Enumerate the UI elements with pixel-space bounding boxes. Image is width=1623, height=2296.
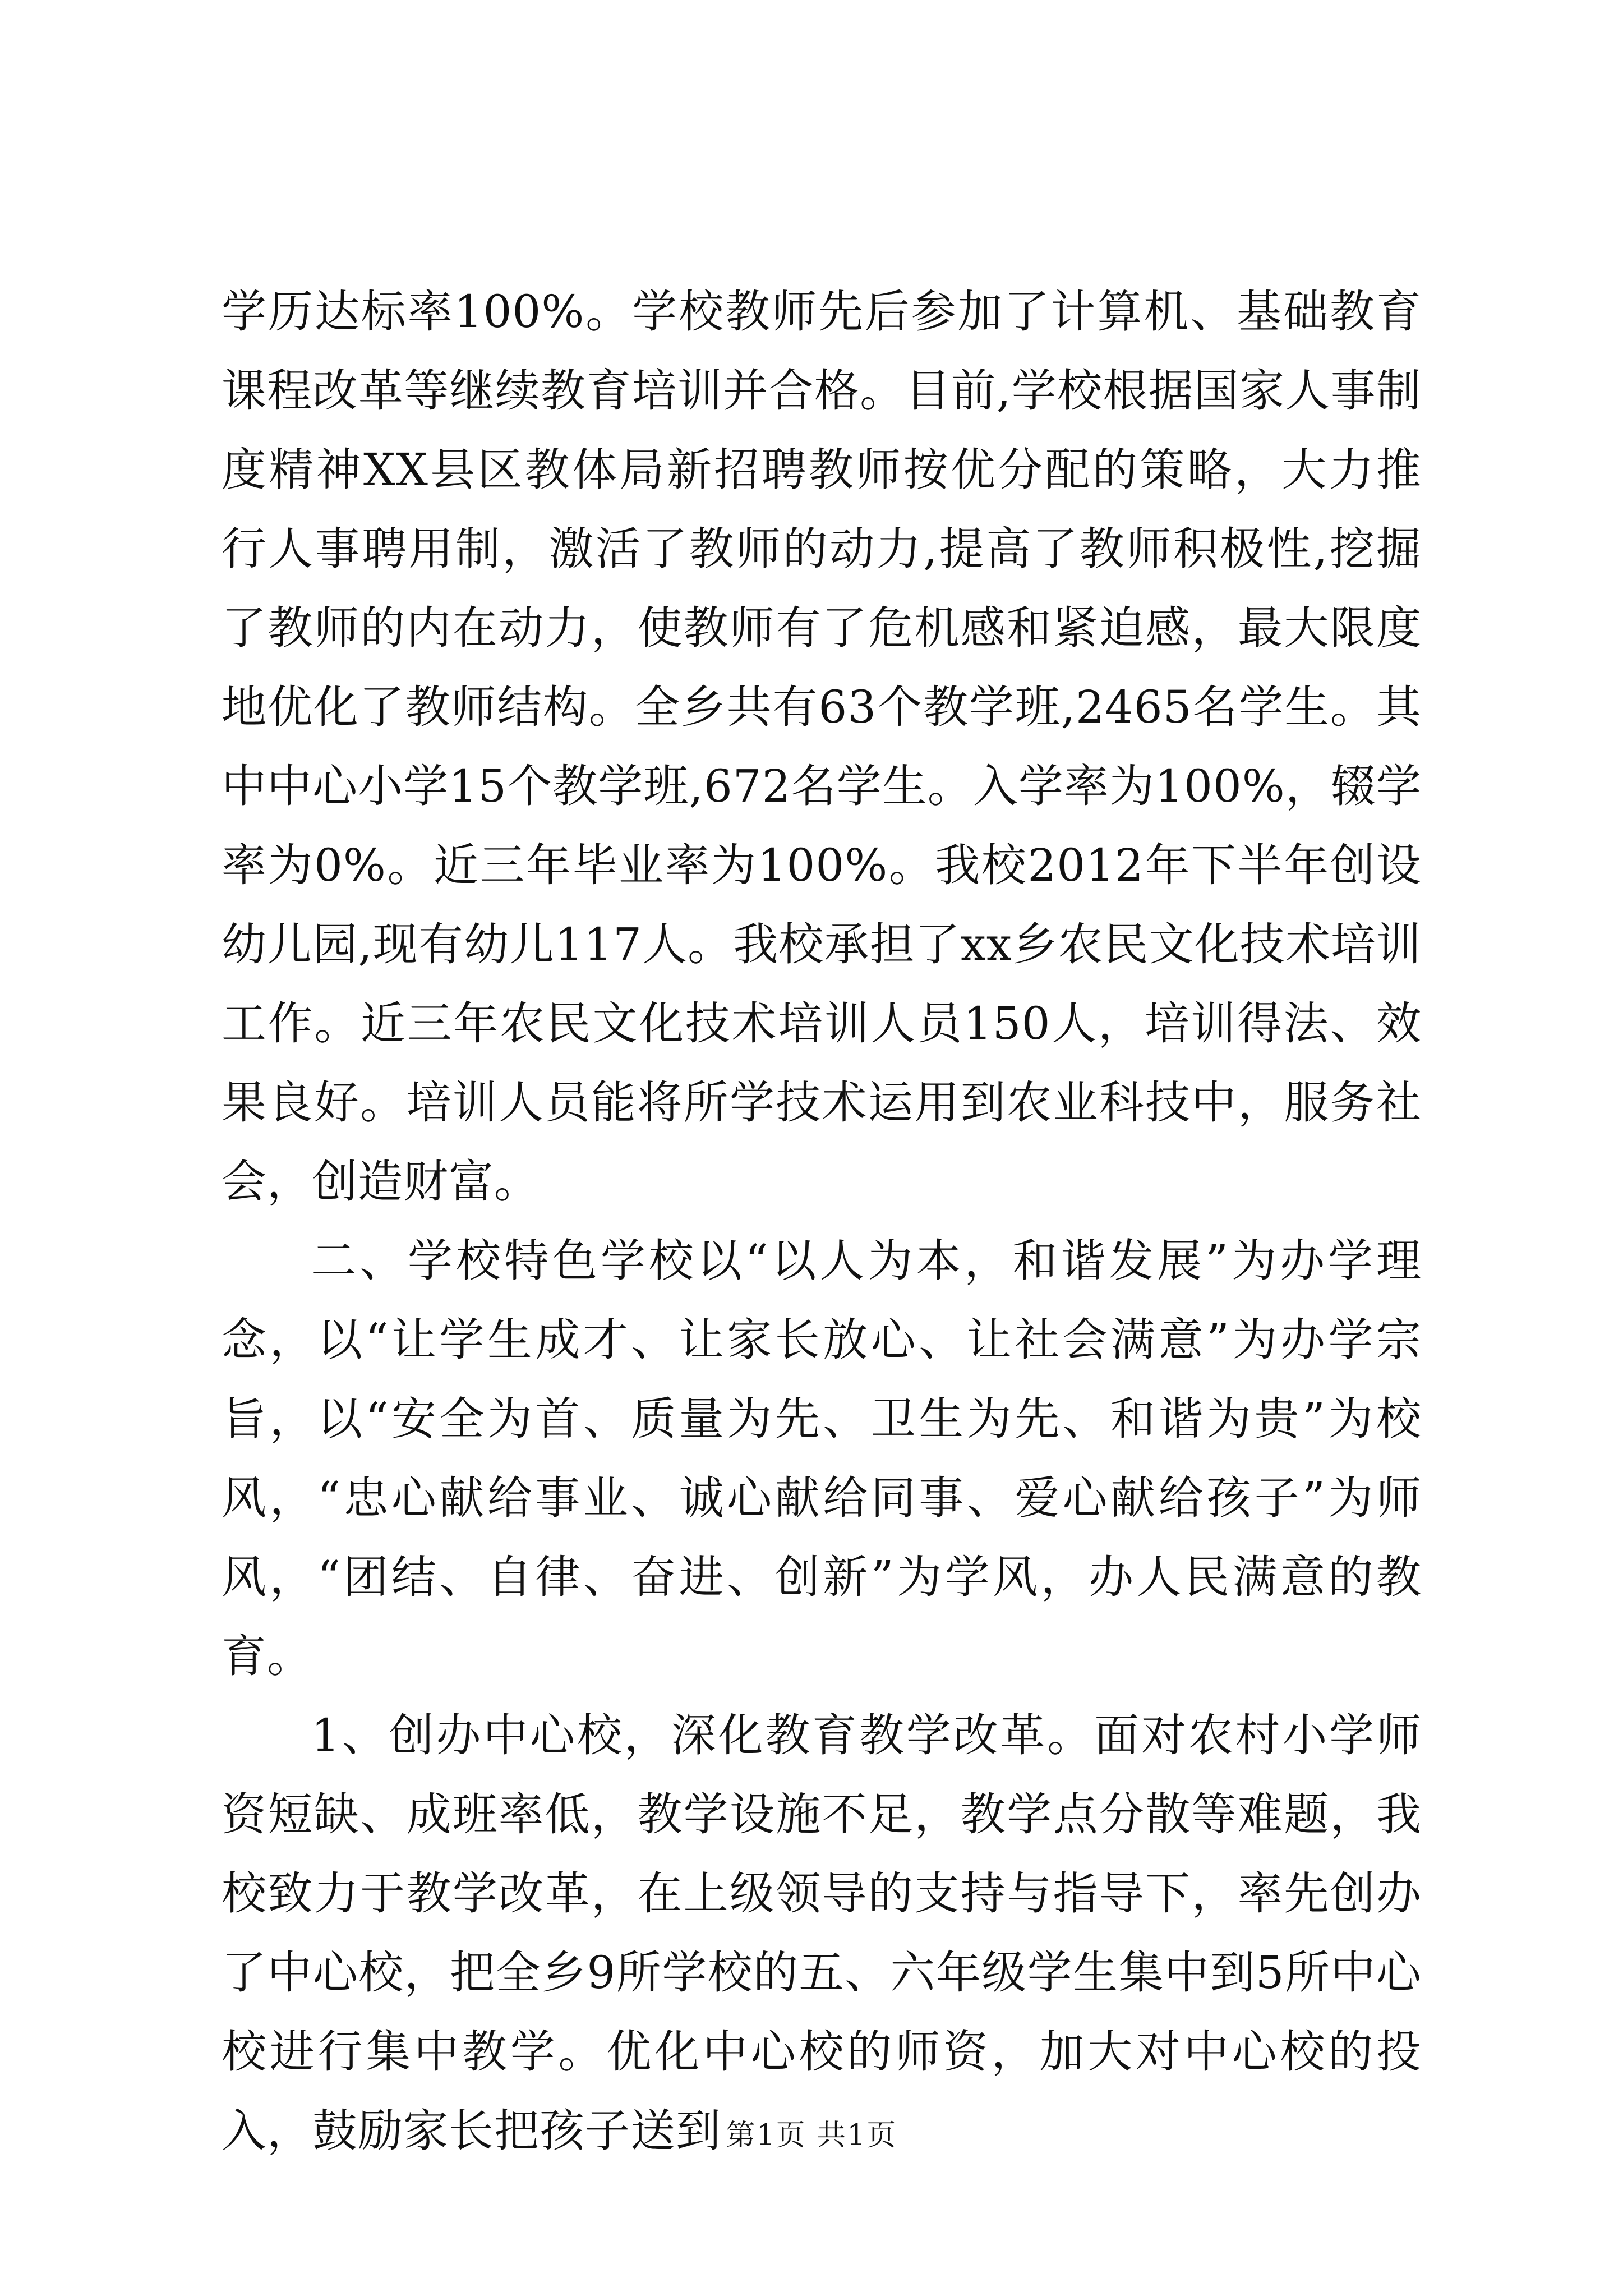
paragraph-1: 学历达标率100%。学校教师先后参加了计算机、基础教育课程改革等继续教育培训并合格。目前,学校根据国家人事制度精神XX县区教体局新招聘教师按优分配的策略，大力推行人事聘用制，激活了教师的动力,提高了教师积极性,挖掘了教师的内在动力，使教师有了危机感和紧迫感，最大限度地优化了教师结构。全乡共有63个教学班,2465名学生。其中中心小学15个教学班,672名学生。入学率为100%，辍学率为0%。近三年毕业率为100%。我校2012年下半年创设幼儿园,现有幼儿117人。我校承担了xx乡农民文化技术培训工作。近三年农民文化技术培训人员150人，培训得法、效果良好。培训人员能将所学技术运用到农业科技中，服务社会，创造财富。 (222, 286, 1422, 1208)
paragraph-2: 二、学校特色学校以“以人为本，和谐发展”为办学理念，以“让学生成才、让家长放心、让社会满意”为办学宗旨，以“安全为首、质量为先、卫生为先、和谐为贵”为校风，“忠心献给事业、诚心献给同事、爱心献给孩子”为师风，“团结、自律、奋进、创新”为学风，办人民满意的教育。 (222, 1235, 1422, 1682)
document-body (222, 272, 1422, 2170)
paragraph-3: 1、创办中心校，深化教育教学改革。面对农村小学师资短缺、成班率低，教学设施不足，教学点分散等难题，我校致力于教学改革，在上级领导的支持与指导下，率先创办了中心校，把全乡9所学校的五、六年级学生集中到5所中心校进行集中教学。优化中心校的师资，加大对中心校的投入，鼓励家长把孩子送到 (222, 1709, 1422, 2157)
page-footer: 第1页 共1页 (726, 2119, 897, 2152)
